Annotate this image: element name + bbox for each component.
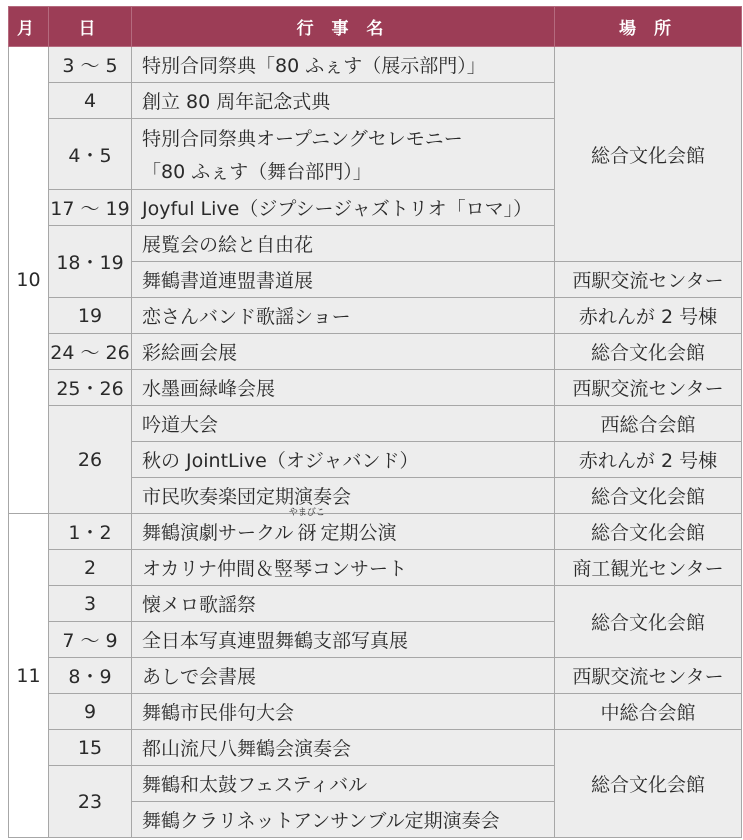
- day-cell: 26: [49, 406, 132, 514]
- event-line-2: 「80 ふぇす（舞台部門）」: [142, 161, 372, 183]
- event-cell: 舞鶴和太鼓フェスティバル: [132, 766, 555, 802]
- event-cell: 舞鶴書道連盟書道展: [132, 262, 555, 298]
- table-row: [9, 514, 742, 550]
- event-cell: [132, 119, 555, 190]
- day-cell: 3: [49, 586, 132, 622]
- day-cell: 17 ～ 19: [49, 190, 132, 226]
- table-row: [9, 658, 742, 694]
- table-row: [9, 406, 742, 442]
- venue-cell: 総合文化会館: [555, 514, 742, 550]
- day-cell: 4: [49, 83, 132, 119]
- event-cell: オカリナ仲間＆竪琴コンサート: [132, 550, 555, 586]
- day-cell: 3 ～ 5: [49, 47, 132, 83]
- venue-cell: 赤れんが 2 号棟: [555, 442, 742, 478]
- table-row: [9, 334, 742, 370]
- event-cell: 舞鶴市民俳句大会: [132, 694, 555, 730]
- venue-cell: 中総合会館: [555, 694, 742, 730]
- event-cell: 特別合同祭典「80 ふぇす（展示部門）」: [132, 47, 555, 83]
- venue-cell: 西総合会館: [555, 406, 742, 442]
- event-cell: 水墨画緑峰会展: [132, 370, 555, 406]
- venue-cell: 西駅交流センター: [555, 658, 742, 694]
- event-cell: 恋さんバンド歌謡ショー: [132, 298, 555, 334]
- ruby-base: 谺: [297, 522, 317, 544]
- ruby-reading: やまびこ: [288, 508, 325, 518]
- venue-cell: 商工観光センター: [555, 550, 742, 586]
- ruby-word: [288, 508, 325, 545]
- day-cell: 9: [49, 694, 132, 730]
- event-text-post: 定期公演: [320, 522, 397, 544]
- event-header: 行 事 名: [132, 7, 555, 47]
- venue-cell: 赤れんが 2 号棟: [555, 298, 742, 334]
- event-text-pre: 舞鶴演劇サークル: [142, 522, 294, 544]
- day-header: 日: [49, 7, 132, 47]
- event-line-1: 特別合同祭典オープニングセレモニー: [142, 128, 463, 150]
- day-cell: 7 ～ 9: [49, 622, 132, 658]
- table-row: [9, 694, 742, 730]
- event-schedule-table: [8, 6, 742, 838]
- header-row: [9, 7, 742, 47]
- day-cell: 23: [49, 766, 132, 838]
- day-cell: 15: [49, 730, 132, 766]
- day-cell: 19: [49, 298, 132, 334]
- day-cell: 25・26: [49, 370, 132, 406]
- table-row: [9, 298, 742, 334]
- event-cell: 舞鶴クラリネットアンサンブル定期演奏会: [132, 802, 555, 838]
- table-row: [9, 550, 742, 586]
- day-cell: 24 ～ 26: [49, 334, 132, 370]
- event-cell: 彩絵画会展: [132, 334, 555, 370]
- event-cell: 都山流尺八舞鶴会演奏会: [132, 730, 555, 766]
- month-header: 月: [9, 7, 49, 47]
- day-cell: 2: [49, 550, 132, 586]
- venue-cell: 西駅交流センター: [555, 262, 742, 298]
- event-cell: [132, 508, 555, 550]
- venue-cell: 総合文化会館: [555, 478, 742, 514]
- day-cell: 1・2: [49, 514, 132, 550]
- event-cell: Joyful Live（ジプシージャズトリオ「ロマ」）: [132, 190, 555, 226]
- event-cell: 秋の JointLive（オジャバンド）: [132, 442, 555, 478]
- day-cell: 4・5: [49, 119, 132, 190]
- event-cell: 全日本写真連盟舞鶴支部写真展: [132, 622, 555, 658]
- month-cell-nov: 11: [9, 514, 49, 838]
- event-cell: 懐メロ歌謡祭: [132, 586, 555, 622]
- event-cell: 吟道大会: [132, 406, 555, 442]
- event-cell: 創立 80 周年記念式典: [132, 83, 555, 119]
- table-row: [9, 370, 742, 406]
- event-cell: あしで会書展: [132, 658, 555, 694]
- venue-cell: 総合文化会館: [555, 334, 742, 370]
- venue-header: 場 所: [555, 7, 742, 47]
- table-row: [9, 730, 742, 766]
- event-cell: 展覧会の絵と自由花: [132, 226, 555, 262]
- venue-cell: 西駅交流センター: [555, 370, 742, 406]
- month-cell-oct: 10: [9, 47, 49, 514]
- venue-cell: 総合文化会館: [555, 47, 742, 262]
- event-cell: 市民吹奏楽団定期演奏会: [132, 478, 555, 514]
- day-cell: 8・9: [49, 658, 132, 694]
- table-row: [9, 586, 742, 622]
- table-row: [9, 47, 742, 83]
- day-cell: 18・19: [49, 226, 132, 298]
- venue-cell: 総合文化会館: [555, 730, 742, 838]
- venue-cell: 総合文化会館: [555, 586, 742, 658]
